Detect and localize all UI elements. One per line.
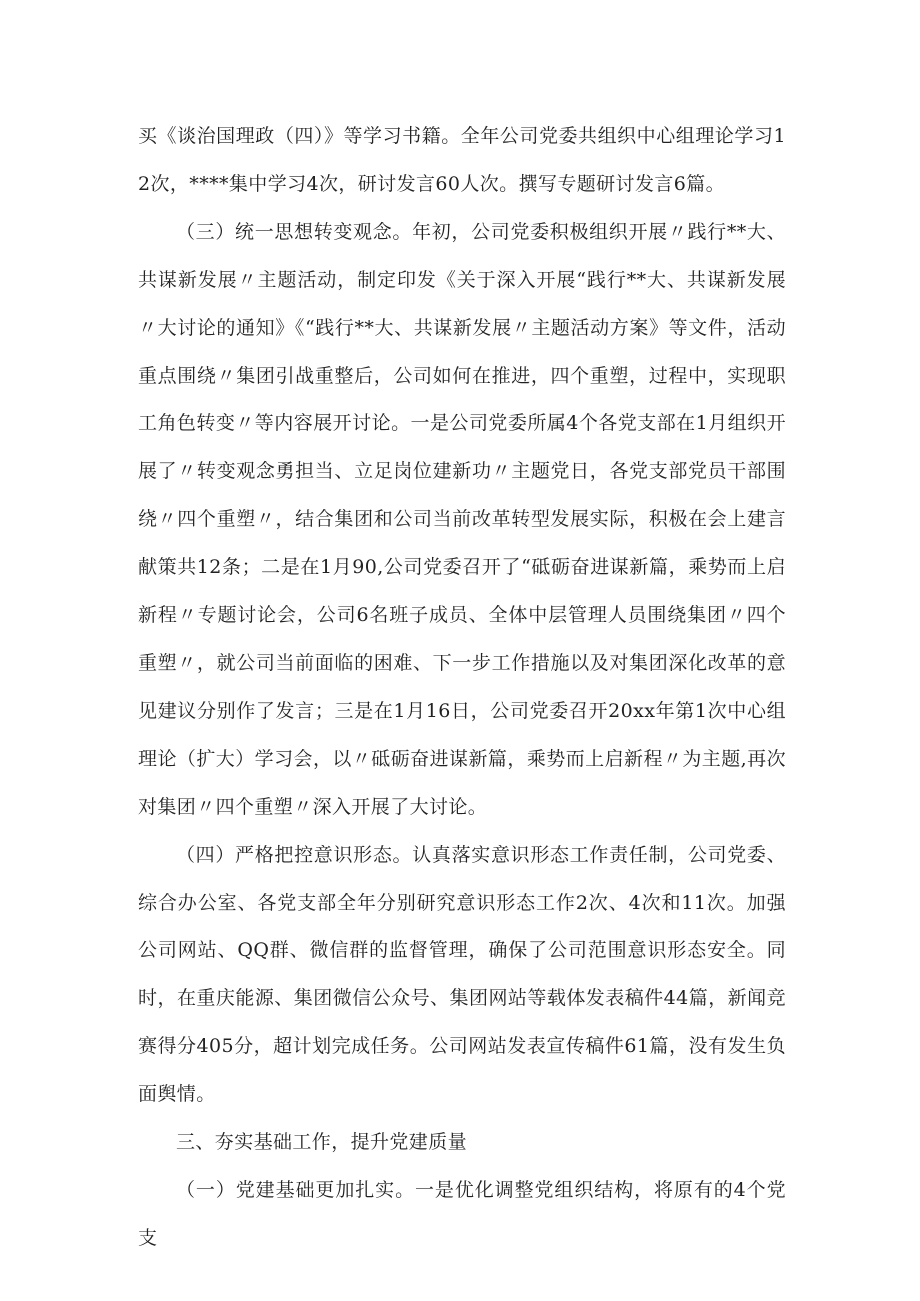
paragraph-study-books: 买《谈治国理政（四）》等学习书籍。全年公司党委共组织中心组理论学习12次，****集中学习4次，研讨发言60人次。撰写专题研讨发言6篇。 (138, 125, 786, 195)
section-heading-foundation: 三、夯实基础工作，提升党建质量 (176, 1131, 468, 1154)
paragraph-unify-thinking: （三）统一思想转变观念。年初，公司党委积极组织开展〃践行**大、共谋新发展〃主题活动，制定印发《关于深入开展“践行**大、共谋新发展〃大讨论的通知》《“践行**大、共谋新发展〃主题活动方案》等文件，活动重点围绕〃集团引战重整后，公司如何在推进，四个重塑，过程中，实现职工角色转变〃等内容展开讨论。一是公司党委所属4个各党支部在1月组织开展了〃转变观念勇担当、立足岗位建新功〃主题党日，各党支部党员干部围绕〃四个重塑〃，结合集团和公司当前改革转型发展实际，积极在会上建言献策共12条；二是在1月90,公司党委召开了“砥砺奋进谋新篇，乘势而上启新程〃专题讨论会，公司6名班子成员、全体中层管理人员围绕集团〃四个重塑〃，就公司当前面临的困难、下一步工作措施以及对集团深化改革的意见建议分别作了发言；三是在1月16日，公司党委召开20xx年第1次中心组理论（扩大）学习会，以〃砥砺奋进谋新篇，乘势而上启新程〃为主题,再次对集团〃四个重塑〃深入开展了大讨论。 (138, 220, 786, 818)
document-body (138, 113, 786, 1263)
paragraph-party-foundation: （一）党建基础更加扎实。一是优化调整党组织结构，将原有的4个党支 (138, 1178, 786, 1249)
paragraph-ideology-control: （四）严格把控意识形态。认真落实意识形态工作责任制，公司党委、综合办公室、各党支部全年分别研究意识形态工作2次、4次和11次。加强公司网站、QQ群、微信群的监督管理，确保了公司范围意识形态安全。同时，在重庆能源、集团微信公众号、集团网站等载体发表稿件44篇，新闻竞赛得分405分，超计划完成任务。公司网站发表宣传稿件61篇，没有发生负面舆情。 (138, 843, 786, 1106)
